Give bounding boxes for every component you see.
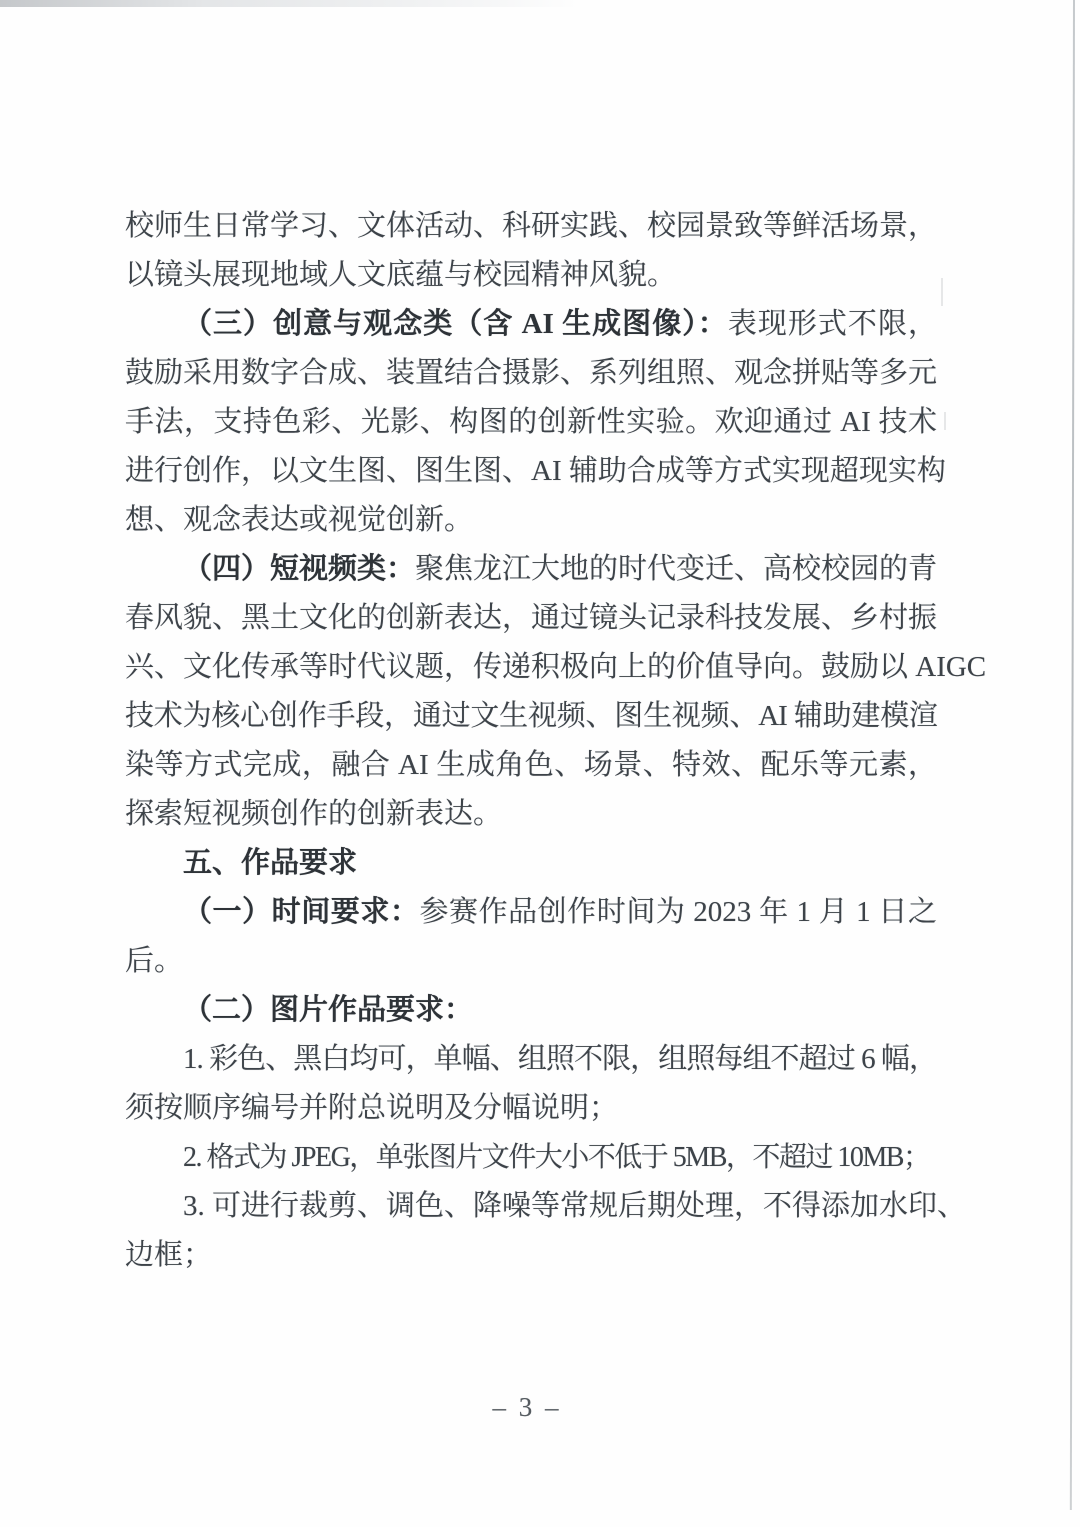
- line-text: 兴、文化传承等时代议题，传递积极向上的价值导向。鼓励以 AIGC: [125, 651, 987, 683]
- line-text: 须按顺序编号并附总说明及分幅说明；: [125, 1092, 619, 1124]
- doc-line: [125, 300, 937, 349]
- document-body: [125, 202, 987, 1280]
- doc-line: [125, 790, 937, 839]
- doc-line: [125, 349, 937, 398]
- doc-line: [125, 1035, 937, 1084]
- doc-line: [125, 741, 937, 790]
- line-text: 2. 格式为 JPEG，单张图片文件大小不低于 5MB，不超过 10MB；: [183, 1142, 930, 1173]
- line-bold: 五、作品要求: [183, 847, 358, 879]
- doc-line: [125, 594, 937, 643]
- line-text: 鼓励采用数字合成、装置结合摄影、系列组照、观念拼贴等多元: [125, 357, 938, 389]
- line-text: 3. 可进行裁剪、调色、降噪等常规后期处理，不得添加水印、: [183, 1190, 967, 1222]
- line-text: 表现形式不限，: [727, 308, 937, 340]
- doc-line: [125, 937, 937, 986]
- doc-line: [125, 398, 937, 447]
- scan-artifact-edge-line: [1070, 0, 1075, 1510]
- doc-section-heading: [125, 839, 937, 888]
- line-text: 1. 彩色、黑白均可，单幅、组照不限，组照每组不超过 6 幅，: [183, 1043, 937, 1075]
- doc-line: [125, 1133, 937, 1182]
- doc-line: [125, 447, 946, 496]
- line-text: 聚焦龙江大地的时代变迁、高校校园的青: [415, 553, 938, 585]
- page-number: – 3 –: [492, 1392, 562, 1422]
- doc-line: [125, 251, 937, 300]
- doc-line: [125, 888, 937, 937]
- line-text: 进行创作，以文生图、图生图、AI 辅助合成等方式实现超现实构: [125, 455, 946, 487]
- doc-line: [125, 692, 937, 741]
- line-text: 想、观念表达或视觉创新。: [125, 504, 474, 536]
- doc-line: [125, 1231, 937, 1280]
- line-text: 边框；: [125, 1239, 213, 1271]
- doc-line: [125, 643, 987, 692]
- doc-line: [125, 496, 937, 545]
- line-text: 后。: [125, 945, 184, 977]
- doc-line: [125, 1084, 937, 1133]
- line-bold: （二）图片作品要求：: [183, 994, 474, 1026]
- doc-line: [125, 202, 937, 251]
- line-text: 以镜头展现地域人文底蕴与校园精神风貌。: [125, 259, 677, 291]
- doc-line: [125, 545, 937, 594]
- line-text: 手法，支持色彩、光影、构图的创新性实验。欢迎通过 AI 技术: [125, 406, 937, 438]
- line-bold: （四）短视频类：: [183, 553, 416, 585]
- line-text: 春风貌、黑土文化的创新表达，通过镜头记录科技发展、乡村振: [125, 602, 938, 634]
- line-text: 技术为核心创作手段，通过文生视频、图生视频、AI 辅助建模渲: [125, 700, 937, 732]
- doc-line: [125, 986, 937, 1035]
- line-text: 染等方式完成，融合 AI 生成角色、场景、特效、配乐等元素，: [125, 749, 937, 781]
- line-bold: （一）时间要求：: [183, 896, 420, 928]
- line-text: 参赛作品创作时间为 2023 年 1 月 1 日之: [419, 896, 937, 928]
- doc-line: [125, 1182, 967, 1231]
- scan-artifact-top-smudge: [0, 0, 580, 7]
- line-text: 校师生日常学习、文体活动、科研实践、校园景致等鲜活场景，: [125, 210, 938, 242]
- line-bold: （三）创意与观念类（含 AI 生成图像）：: [183, 308, 728, 340]
- scan-artifact-noise: [944, 412, 946, 430]
- line-text: 探索短视频创作的创新表达。: [125, 798, 503, 830]
- scan-artifact-noise: [941, 278, 943, 306]
